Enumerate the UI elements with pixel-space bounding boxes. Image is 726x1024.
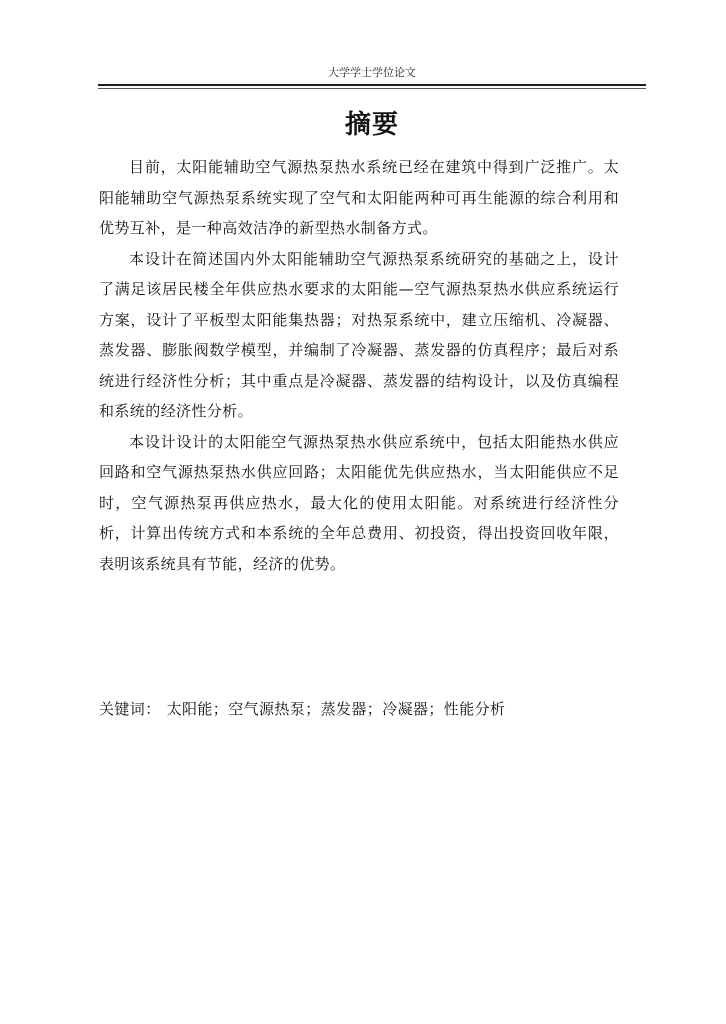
abstract-body	[99, 152, 619, 579]
keywords-value: 太阳能；空气源热泵；蒸发器；冷凝器；性能分析	[166, 700, 506, 718]
abstract-paragraph: 本设计在简述国内外太阳能辅助空气源热泵系统研究的基础之上，设计了满足该居民楼全年供应热水要求的太阳能—空气源热泵热水供应系统运行方案，设计了平板型太阳能集热器；对热泵系统中，建立压缩机、冷凝器、蒸发器、膨胀阀数学模型，并编制了冷凝器、蒸发器的仿真程序；最后对系统进行经济性分析；其中重点是冷凝器、蒸发器的结构设计，以及仿真编程和系统的经济性分析。	[99, 249, 619, 420]
keywords-line	[99, 697, 619, 721]
abstract-title: 摘要	[344, 110, 399, 140]
abstract-paragraph: 本设计设计的太阳能空气源热泵热水供应系统中，包括太阳能热水供应回路和空气源热泵热水供应回路；太阳能优先供应热水，当太阳能供应不足时，空气源热泵再供应热水，最大化的使用太阳能。对系统进行经济性分析，计算出传统方式和本系统的全年总费用、初投资，得出投资回收年限，表明该系统具有节能，经济的优势。	[99, 432, 619, 573]
header-rule-secondary	[98, 88, 646, 89]
keywords-label: 关键词：	[99, 700, 161, 718]
header-rule	[98, 84, 646, 86]
abstract-paragraph: 目前，太阳能辅助空气源热泵热水系统已经在建筑中得到广泛推广。太阳能辅助空气源热泵系统实现了空气和太阳能两种可再生能源的综合利用和优势互补，是一种高效洁净的新型热水制备方式。	[99, 158, 619, 237]
running-header: 大学学士学位论文	[328, 66, 416, 79]
